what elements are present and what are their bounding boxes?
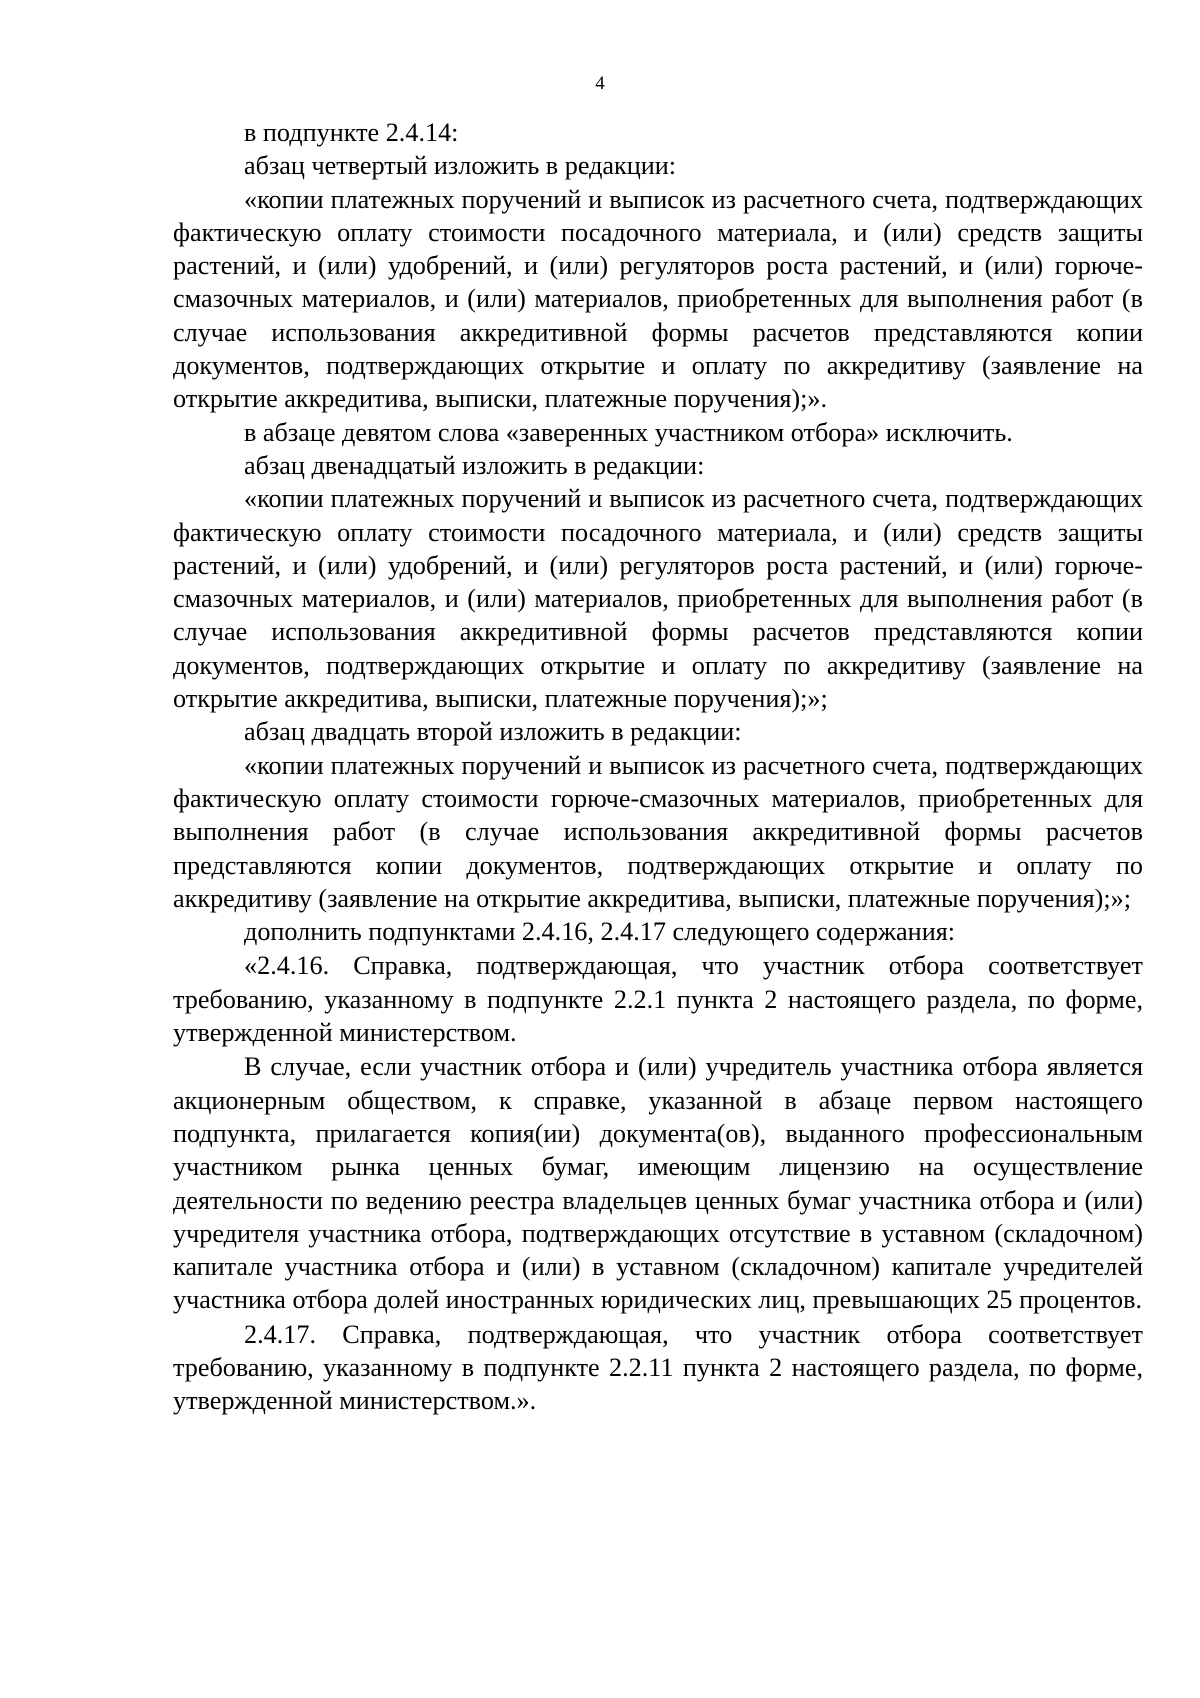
paragraph-quote-fourth: «копии платежных поручений и выписок из расчетного счета, подтверждающих фактическую оплату стоимости посадочного материала, и (или) средств защиты растений, и (или) удобрений, и (или) регуляторов роста растений, и (или) горюче-смазочных материалов, и (или) материалов, приобретенных для выполнения работ (в случае использования аккредитивной формы расчетов представляются копии документов, подтверждающих открытие и оплату по аккредитиву (заявление на открытие аккредитива, выписки, платежные поручения);».: [173, 184, 1143, 414]
paragraph-instruction-fourth: абзац четвертый изложить в редакции:: [244, 151, 677, 181]
page-number: 4: [595, 73, 605, 94]
paragraph-quote-twelfth: «копии платежных поручений и выписок из расчетного счета, подтверждающих фактическую оплату стоимости посадочного материала, и (или) средств защиты растений, и (или) удобрений, и (или) регуляторов роста растений, и (или) горюче-смазочных материалов, и (или) материалов, приобретенных для выполнения работ (в случае использования аккредитивной формы расчетов представляются копии документов, подтверждающих открытие и оплату по аккредитиву (заявление на открытие аккредитива, выписки, платежные поручения);»;: [173, 484, 1143, 714]
paragraph-instruction-twelfth: абзац двенадцатый изложить в редакции:: [244, 450, 705, 480]
paragraph-quote-twenty-second: «копии платежных поручений и выписок из расчетного счета, подтверждающих фактическую оплату стоимости горюче-смазочных материалов, приобретенных для выполнения работ (в случае использования аккредитивной формы расчетов представляются копии документов, подтверждающих открытие и оплату по аккредитиву (заявление на открытие аккредитива, выписки, платежные поручения);»;: [173, 750, 1143, 913]
paragraph-supplement-instruction: дополнить подпунктами 2.4.16, 2.4.17 следующего содержания:: [244, 917, 956, 947]
document-body: [173, 116, 1143, 1418]
paragraph-ninth-exclusion: в абзаце девятом слова «заверенных участником отбора» исключить.: [244, 417, 1013, 447]
paragraph-subclause-2-4-14: в подпункте 2.4.14:: [244, 118, 459, 147]
paragraph-joint-stock-case: В случае, если участник отбора и (или) учредитель участника отбора является акционерным обществом, к справке, указанной в абзаце первом настоящего подпункта, прилагается копия(ии) документа(ов), выданного профессиональным участником рынка ценных бумаг, имеющим лицензию на осуществление деятельности по ведению реестра владельцев ценных бумаг участника отбора и (или) учредителя участника отбора, подтверждающих отсутствие в уставном (складочном) капитале участника отбора и (или) в уставном (складочном) капитале учредителей участника отбора долей иностранных юридических лиц, превышающих 25 процентов.: [173, 1052, 1143, 1315]
paragraph-subclause-2-4-16: «2.4.16. Справка, подтверждающая, что участник отбора соответствует требованию, указанному в подпункте 2.2.1 пункта 2 настоящего раздела, по форме, утвержденной министерством.: [173, 951, 1143, 1048]
paragraph-subclause-2-4-17: 2.4.17. Справка, подтверждающая, что участник отбора соответствует требованию, указанному в подпункте 2.2.11 пункта 2 настоящего раздела, по форме, утвержденной министерством.».: [173, 1319, 1143, 1416]
paragraph-instruction-twenty-second: абзац двадцать второй изложить в редакции:: [244, 717, 742, 747]
